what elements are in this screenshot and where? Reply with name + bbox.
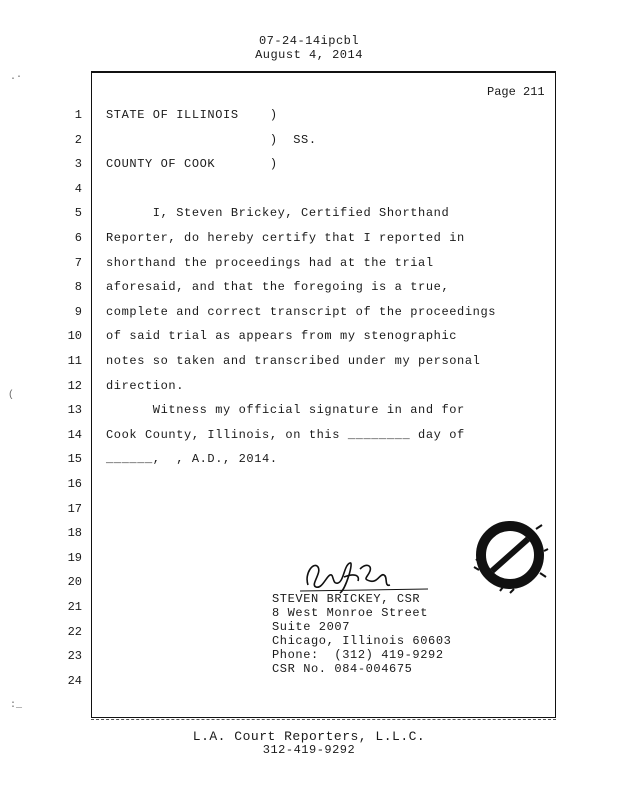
document-id: 07-24-14ipcbl — [258, 34, 360, 48]
transcript-line-text: STATE OF ILLINOIS ) — [106, 108, 278, 122]
transcript-line-text: ______, , A.D., 2014. — [106, 452, 278, 466]
reporter-name: STEVEN BRICKEY, CSR — [272, 592, 421, 606]
transcript-line-text: complete and correct transcript of the proceedings — [106, 305, 497, 319]
line-number: 12 — [67, 379, 82, 393]
line-number: 6 — [74, 231, 82, 245]
transcript-line-text: aforesaid, and that the foregoing is a true, — [106, 280, 450, 294]
line-number: 2 — [74, 133, 82, 147]
line-number: 21 — [67, 600, 82, 614]
seal-stamp — [470, 515, 550, 595]
transcript-line-text: ) SS. — [106, 133, 317, 147]
transcript-line-text: COUNTY OF COOK ) — [106, 157, 278, 171]
reporter-address-1: 8 West Monroe Street — [272, 606, 429, 620]
line-number: 9 — [74, 305, 82, 319]
transcript-line-text: notes so taken and transcribed under my personal — [106, 354, 481, 368]
line-number: 11 — [67, 354, 82, 368]
transcript-line-text: Witness my official signature in and for — [106, 403, 465, 417]
transcript-line-text: shorthand the proceedings had at the trial — [106, 256, 434, 270]
document-date: August 4, 2014 — [255, 48, 363, 62]
reporter-address-2: Suite 2007 — [272, 620, 351, 634]
line-number: 8 — [74, 280, 82, 294]
line-number: 17 — [67, 502, 82, 516]
transcript-line-text: direction. — [106, 379, 185, 393]
line-number: 13 — [67, 403, 82, 417]
footer-phone: 312-419-9292 — [262, 743, 356, 757]
line-number: 23 — [67, 649, 82, 663]
line-number: 3 — [74, 157, 82, 171]
handwritten-signature — [300, 555, 430, 600]
transcript-line-text: Cook County, Illinois, on this ________ day of — [106, 428, 465, 442]
line-number: 4 — [74, 182, 82, 196]
transcript-line-text: I, Steven Brickey, Certified Shorthand — [106, 206, 450, 220]
line-number: 7 — [74, 256, 82, 270]
reporter-phone: Phone: (312) 419-9292 — [272, 648, 444, 662]
line-number: 24 — [67, 674, 82, 688]
footer-rule — [91, 719, 556, 720]
scan-speck: :_ — [10, 700, 23, 711]
page-number: Page 211 — [487, 85, 545, 99]
line-number: 18 — [67, 526, 82, 540]
line-number: 20 — [67, 575, 82, 589]
reporter-city: Chicago, Illinois 60603 — [272, 634, 452, 648]
line-number: 22 — [67, 625, 82, 639]
line-number: 16 — [67, 477, 82, 491]
scan-speck: .· — [10, 72, 23, 83]
line-number: 15 — [67, 452, 82, 466]
line-number: 5 — [74, 206, 82, 220]
transcript-line-text: Reporter, do hereby certify that I reported in — [106, 231, 465, 245]
transcript-line-text: of said trial as appears from my stenographic — [106, 329, 458, 343]
line-number: 10 — [67, 329, 82, 343]
line-number: 14 — [67, 428, 82, 442]
scan-speck: ( — [8, 390, 15, 401]
line-number: 19 — [67, 551, 82, 565]
footer-company: L.A. Court Reporters, L.L.C. — [192, 729, 426, 744]
reporter-csr-number: CSR No. 084-004675 — [272, 662, 413, 676]
line-number: 1 — [74, 108, 82, 122]
